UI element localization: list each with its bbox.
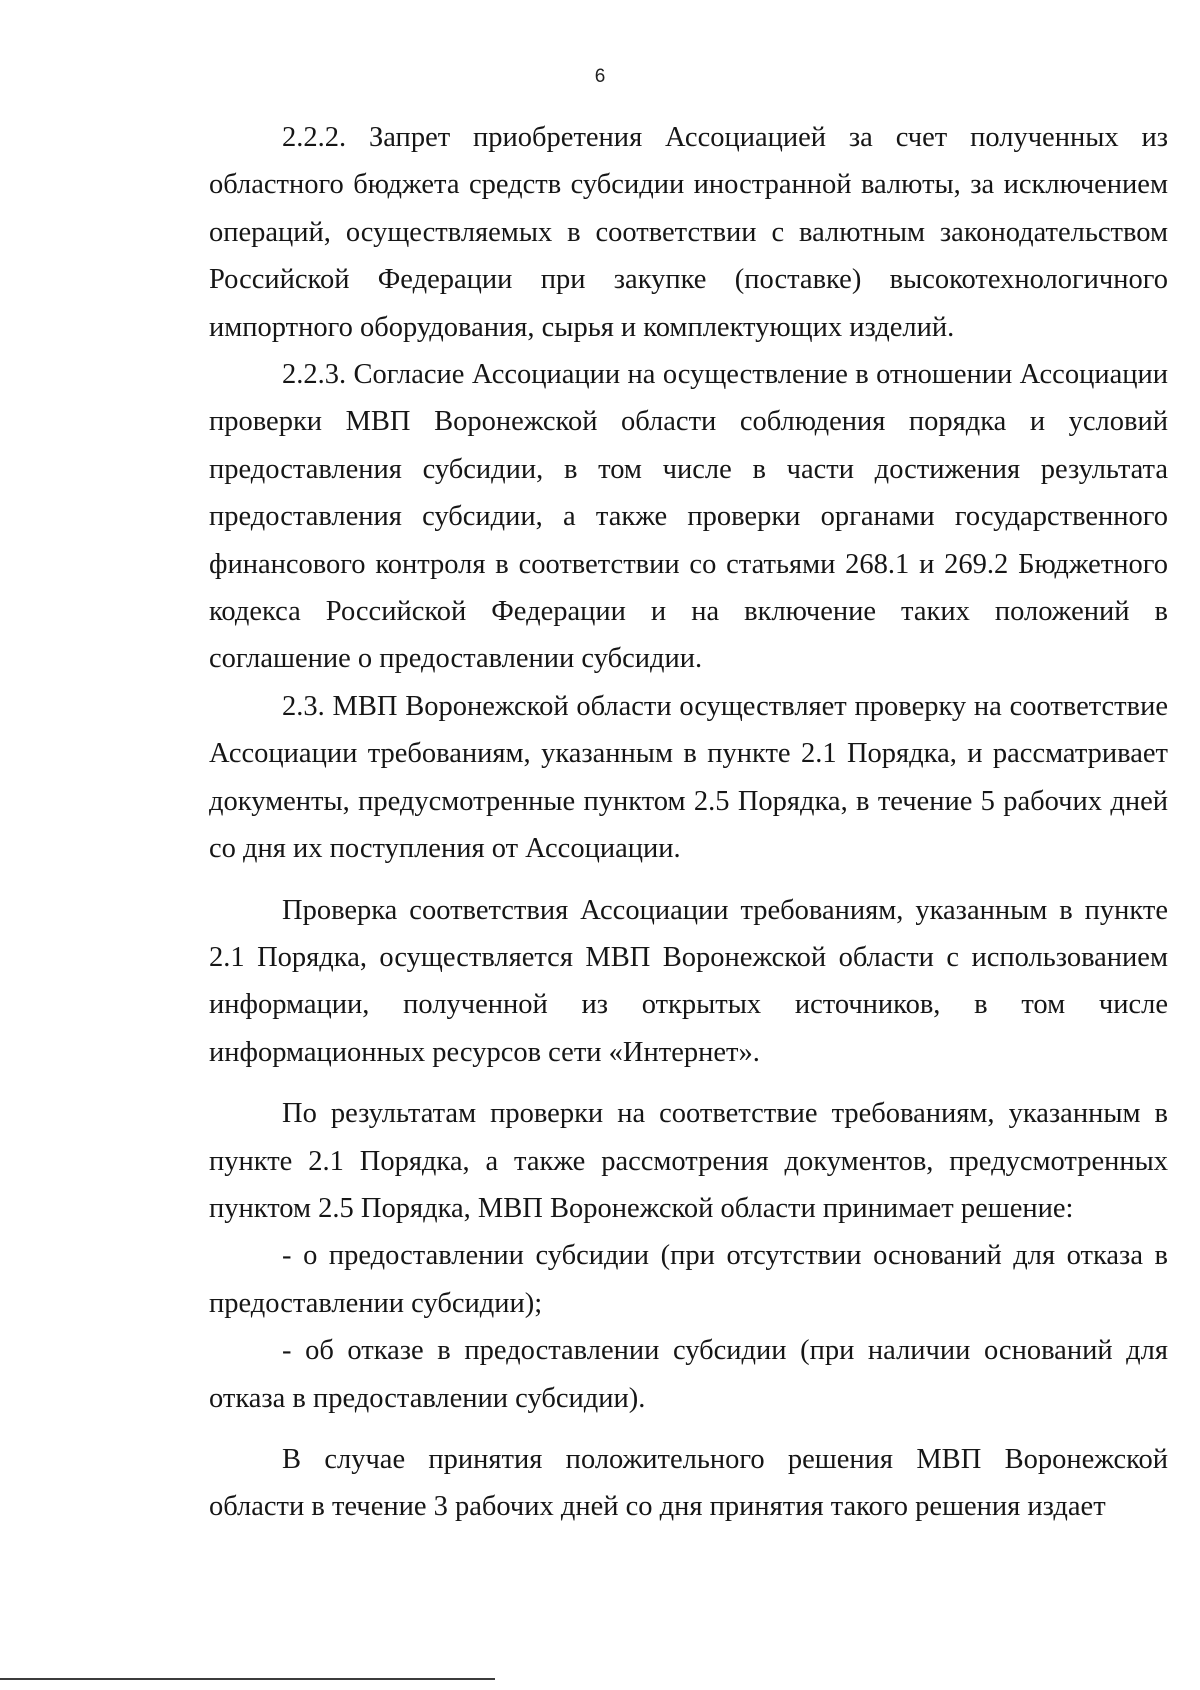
list-item-grant: - о предоставлении субсидии (при отсутствии оснований для отказа в предоставлении субсидии); (209, 1240, 1168, 1319)
document-body (209, 114, 1168, 1531)
page-number: 6 (594, 66, 606, 87)
paragraph-positive-decision: В случае принятия положительного решения МВП Воронежской области в течение 3 рабочих дней со дня принятия такого решения издает (209, 1443, 1168, 1523)
paragraph-2-2-2: 2.2.2. Запрет приобретения Ассоциацией за счет полученных из областного бюджета средств субсидии иностранной валюты, за исключением операций, осуществляемых в соответствии с валютным законодательством Российской Федерации при закупке (поставке) высокотехнологичного импортного оборудования, сырья и комплектующих изделий. (209, 122, 1168, 343)
bottom-divider (0, 1678, 495, 1680)
paragraph-2-2-3: 2.2.3. Согласие Ассоциации на осуществление в отношении Ассоциации проверки МВП Воронежской области соблюдения порядка и условий предоставления субсидии, в том числе в части достижения результата предоставления субсидии, а также проверки органами государственного финансового контроля в соответствии со статьями 268.1 и 269.2 Бюджетного кодекса Российской Федерации и на включение таких положений в соглашение о предоставлении субсидии. (209, 359, 1168, 675)
list-item-refusal: - об отказе в предоставлении субсидии (при наличии оснований для отказа в предоставлении субсидии). (209, 1335, 1168, 1414)
paragraph-verification: Проверка соответствия Ассоциации требованиям, указанным в пункте 2.1 Порядка, осуществляется МВП Воронежской области с использованием информации, полученной из открытых источников, в том числе информационных ресурсов сети «Интернет». (209, 894, 1168, 1068)
paragraph-2-3: 2.3. МВП Воронежской области осуществляет проверку на соответствие Ассоциации требованиям, указанным в пункте 2.1 Порядка, и рассматривает документы, предусмотренные пунктом 2.5 Порядка, в течение 5 рабочих дней со дня их поступления от Ассоциации. (209, 690, 1168, 865)
paragraph-decision: По результатам проверки на соответствие требованиям, указанным в пункте 2.1 Порядка, а также рассмотрения документов, предусмотренных пунктом 2.5 Порядка, МВП Воронежской области принимает решение: (209, 1098, 1168, 1224)
